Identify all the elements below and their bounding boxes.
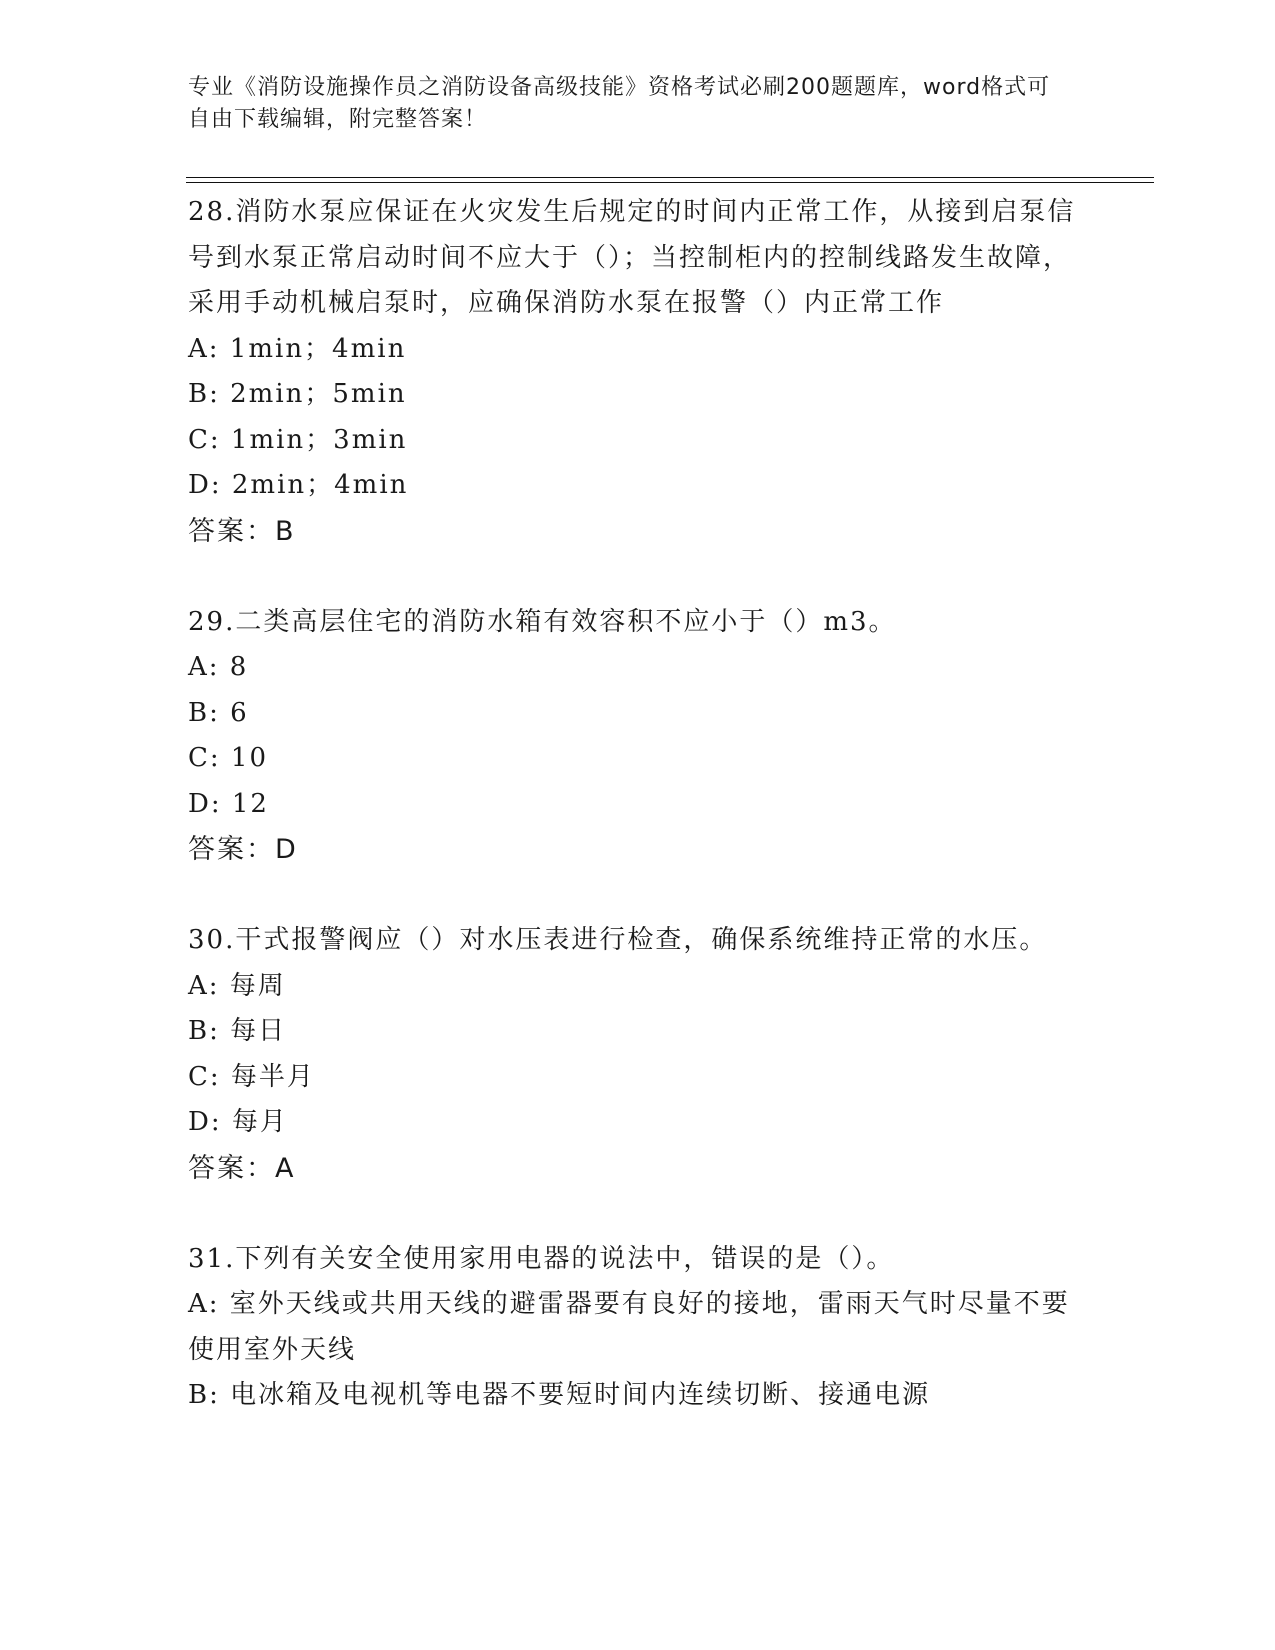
answer: 答案：A: [188, 1152, 296, 1184]
option-a: A: 1min；4min: [188, 333, 407, 364]
question-spacer: [188, 873, 1088, 919]
question-list: [188, 190, 1088, 1419]
question-28: [188, 190, 1088, 554]
option-a: A: 室外天线或共用天线的避雷器要有良好的接地，雷雨天气时尽量不要使用室外天线: [188, 1289, 1070, 1365]
question-stem: 29.二类高层住宅的消防水箱有效容积不应小于（）m3。: [188, 606, 897, 637]
option-b: B: 电冰箱及电视机等电器不要短时间内连续切断、接通电源: [188, 1380, 931, 1410]
option-d: D: 2min；4min: [188, 470, 409, 500]
question-spacer: [188, 1191, 1088, 1237]
option-d: D: 每月: [188, 1107, 288, 1137]
question-30: [188, 918, 1088, 1191]
question-stem: 28.消防水泵应保证在火灾发生后规定的时间内正常工作，从接到启泵信号到水泵正常启动时间不应大于（）；当控制柜内的控制线路发生故障，采用手动机械启泵时，应确保消防水泵在报警（）内正常工作: [188, 197, 1076, 318]
option-d: D: 12: [188, 788, 269, 819]
option-b: B: 每日: [188, 1016, 287, 1046]
option-c: C: 1min；3min: [188, 424, 408, 455]
answer: 答案：D: [188, 834, 298, 865]
option-a: A: 每周: [188, 970, 286, 1001]
header-rule-top: [186, 177, 1154, 178]
answer: 答案：B: [188, 515, 296, 547]
option-c: C: 每半月: [188, 1061, 315, 1092]
question-stem: 31.下列有关安全使用家用电器的说法中，错误的是（）。: [188, 1243, 895, 1274]
question-spacer: [188, 554, 1088, 600]
question-31: [188, 1237, 1088, 1419]
option-b: B: 6: [188, 697, 249, 728]
question-29: [188, 600, 1088, 873]
option-c: C: 10: [188, 743, 269, 773]
question-stem: 30.干式报警阀应（）对水压表进行检查，确保系统维持正常的水压。: [188, 925, 1048, 955]
document-intro: 专业《消防设施操作员之消防设备高级技能》资格考试必刷200题题库，word格式可自由下载编辑，附完整答案！: [188, 75, 1051, 132]
header-rule-bottom: [186, 182, 1154, 183]
option-a: A: 8: [188, 652, 249, 682]
option-b: B: 2min；5min: [188, 379, 407, 409]
